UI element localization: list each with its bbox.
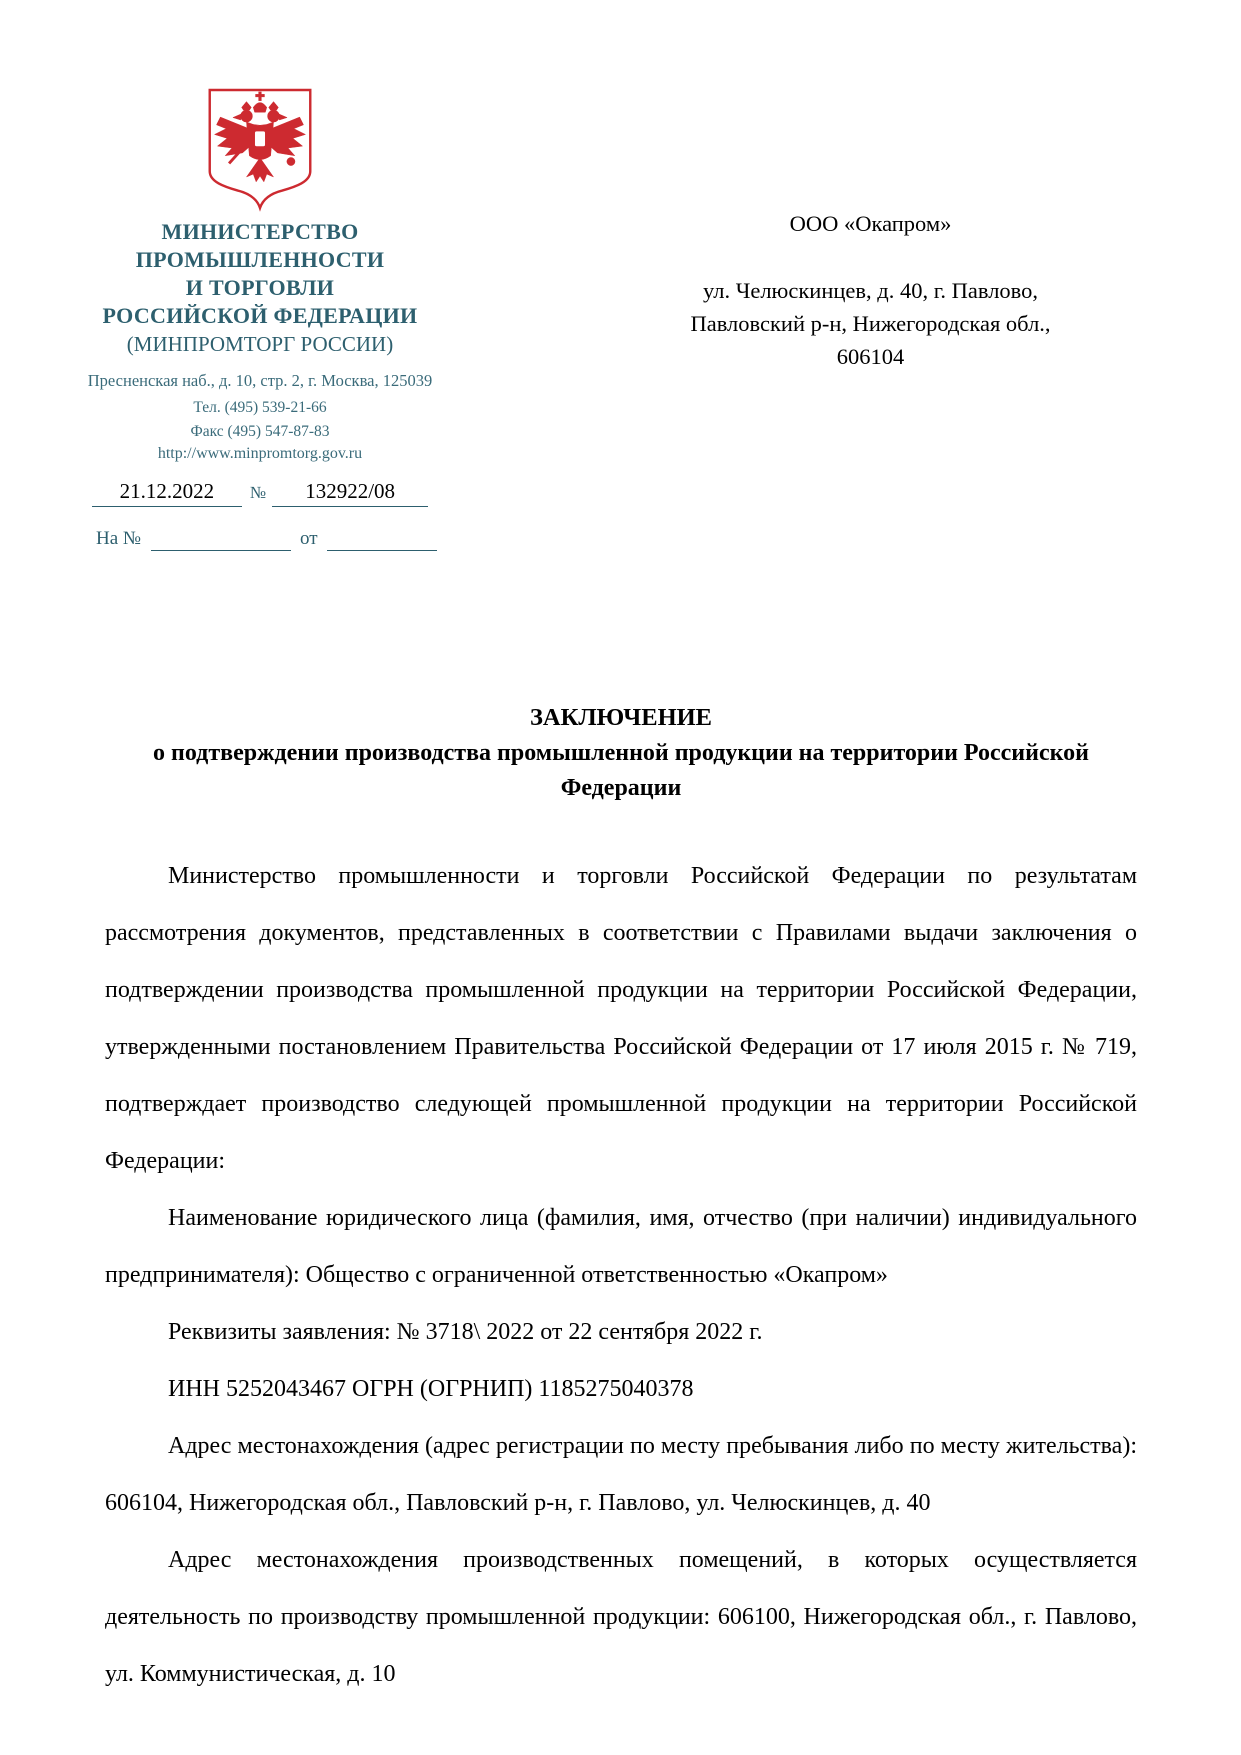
reference-number-blank xyxy=(151,531,291,551)
ministry-phone: Тел. (495) 539-21-66 xyxy=(193,399,327,416)
reference-date-blank xyxy=(327,531,437,551)
ministry-name-line-2: ПРОМЫШЛЕННОСТИ xyxy=(135,247,385,272)
document-date-number-row xyxy=(60,479,460,507)
number-sign: № xyxy=(249,483,267,502)
reference-number-label: На № xyxy=(96,528,142,549)
body-paragraph-1: Министерство промышленности и торговли Российской Федерации по результатам рассмотрения документов, представленных в соответствии с Правилами выдачи заключения о подтверждении производства промышленной продукции на территории Российской Федерации, утвержденными постановлением Правительства Российской Федерации от 17 июля 2015 г. № 719, подтверждает производство следующей промышленной продукции на территории Российской Федерации: xyxy=(105,863,1137,1174)
document-subtitle: о подтверждении производства промышленной продукции на территории Российской Федерации xyxy=(153,740,1089,801)
body-paragraph-6: Адрес местонахождения производственных помещений, в которых осуществляется деятельность по производству промышленной продукции: 606100, Нижегородская обл., г. Павлово, ул. Коммунистическая, д. 10 xyxy=(105,1547,1137,1687)
document-number: 132922/08 xyxy=(272,479,428,507)
recipient-address-line-3: 606104 xyxy=(836,344,905,369)
ministry-website-url: http://www.minpromtorg.gov.ru xyxy=(157,445,363,462)
recipient-block xyxy=(598,207,1143,373)
ministry-name-line-3: И ТОРГОВЛИ xyxy=(185,275,335,300)
body-paragraph-5: Адрес местонахождения (адрес регистрации по месту пребывания либо по месту жительства): 606104, Нижегородская обл., Павловский р-н, г. Павлово, ул. Челюскинцев, д. 40 xyxy=(105,1433,1137,1516)
body-paragraph-2: Наименование юридического лица (фамилия, имя, отчество (при наличии) индивидуального предпринимателя): Общество с ограниченной ответственностью «Окапром» xyxy=(105,1205,1137,1288)
body-paragraph-3: Реквизиты заявления: № 3718\ 2022 от 22 сентября 2022 г. xyxy=(168,1319,763,1345)
document-main xyxy=(105,700,1137,1703)
ministry-fax: Факс (495) 547-87-83 xyxy=(190,423,330,440)
recipient-name: ООО «Окапром» xyxy=(789,211,952,236)
recipient-address-line-1: ул. Челюскинцев, д. 40, г. Павлово, xyxy=(702,278,1039,303)
body-paragraph-4: ИНН 5252043467 ОГРН (ОГРНИП) 1185275040378 xyxy=(168,1376,694,1402)
recipient-address-line-2: Павловский р-н, Нижегородская обл., xyxy=(690,311,1051,336)
document-date: 21.12.2022 xyxy=(92,479,242,507)
ministry-letterhead xyxy=(60,84,460,551)
russian-coat-of-arms-icon xyxy=(202,84,318,212)
ministry-name-line-4: РОССИЙСКОЙ ФЕДЕРАЦИИ xyxy=(102,303,418,328)
reference-number-row xyxy=(60,528,460,551)
ministry-name xyxy=(60,218,460,330)
ministry-short-name: (МИНПРОМТОРГ РОССИИ) xyxy=(126,332,394,356)
document-title: ЗАКЛЮЧЕНИЕ xyxy=(529,704,713,731)
ministry-name-line-1: МИНИСТЕРСТВО xyxy=(161,219,359,244)
reference-date-label: от xyxy=(300,528,318,549)
document-body xyxy=(105,848,1137,1703)
ministry-postal-address: Пресненская наб., д. 10, стр. 2, г. Москва, 125039 xyxy=(87,371,433,390)
